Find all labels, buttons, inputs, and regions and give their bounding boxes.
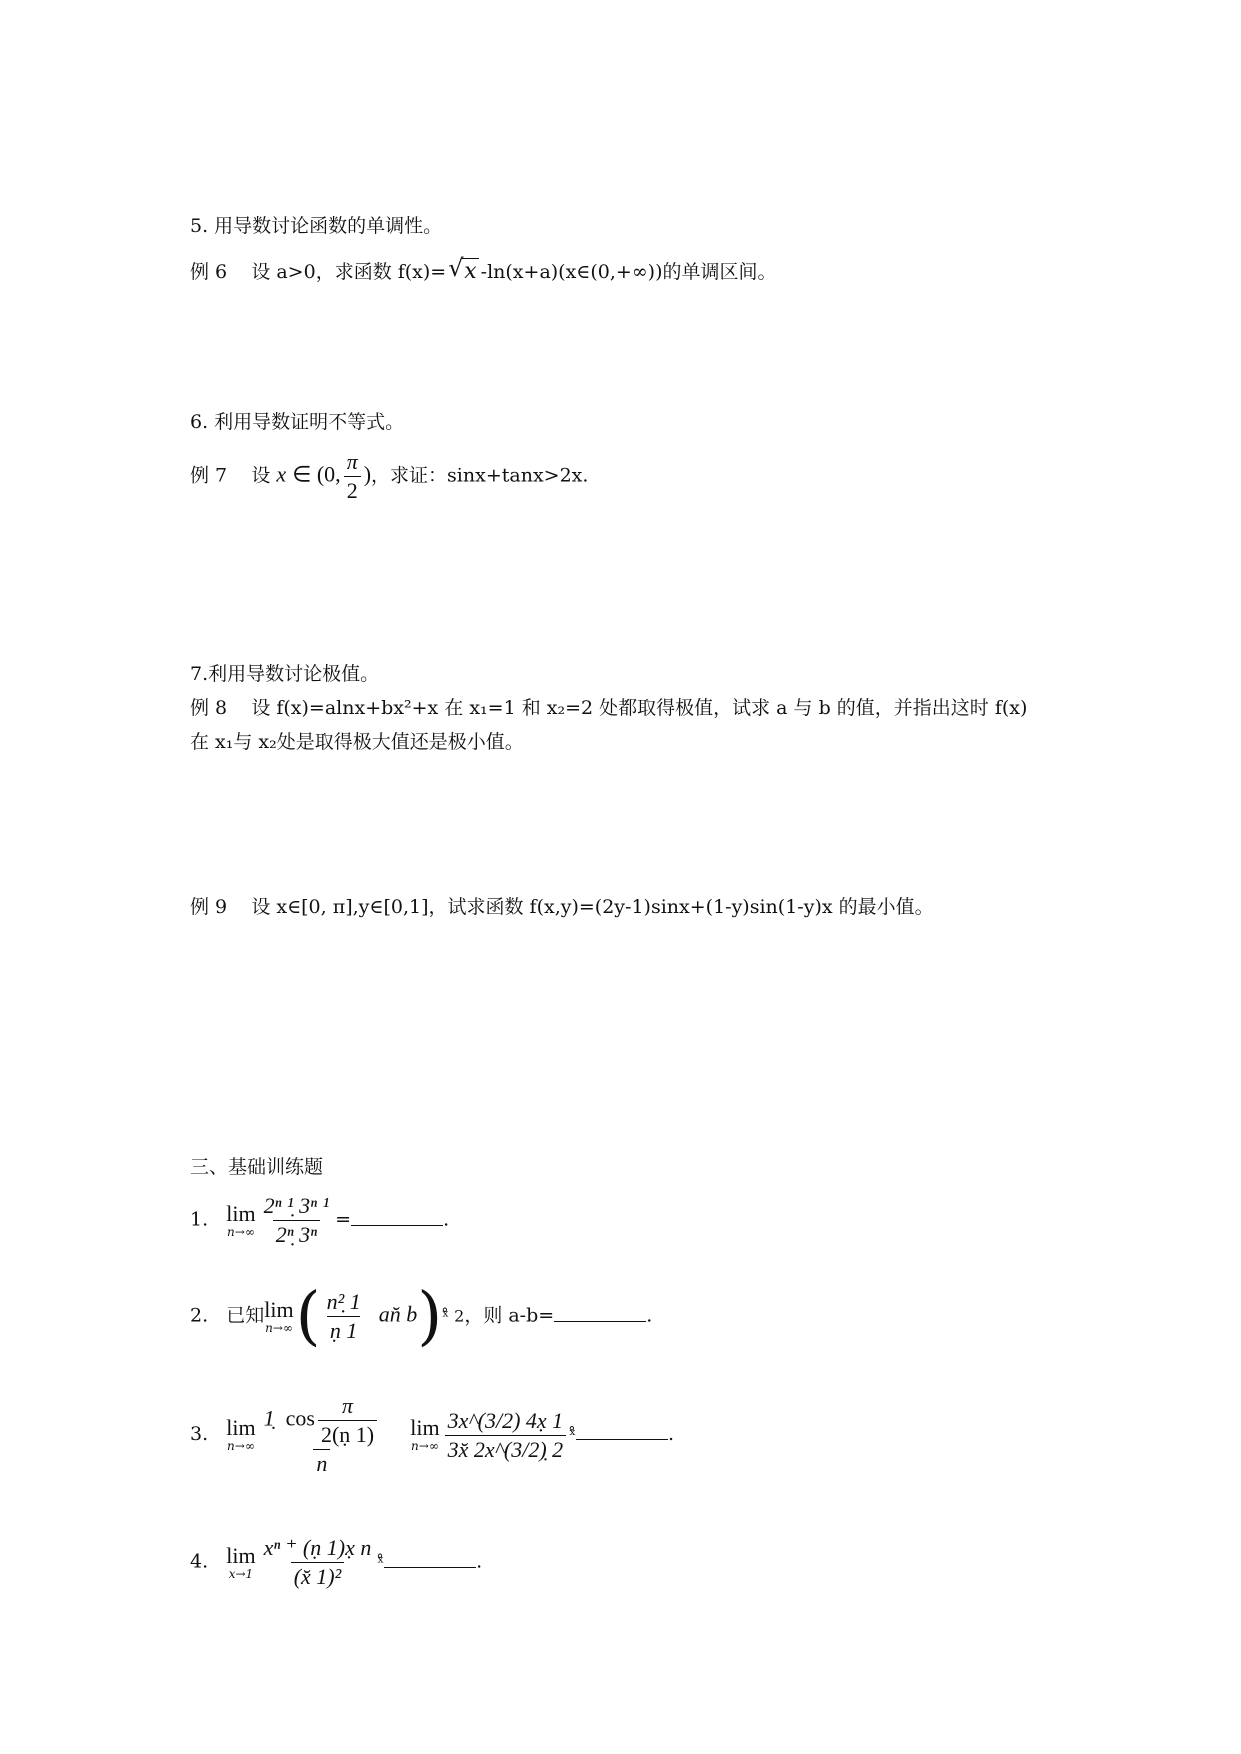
question-2-garbled-glyph: ˣ̊ 2 <box>442 1306 465 1326</box>
example-9-label: 例 9 <box>190 896 228 918</box>
right-paren-icon: ) <box>417 1279 443 1354</box>
question-2-pre: 已知 <box>226 1304 265 1327</box>
example-6 <box>190 254 777 286</box>
limit-operator: lim x→1 <box>226 1542 256 1581</box>
question-1-number: 1. <box>190 1208 209 1231</box>
example-9 <box>190 893 934 921</box>
example-8-line-1 <box>190 694 1027 722</box>
section-3-heading: 三、基础训练题 <box>190 1156 324 1178</box>
question-4 <box>190 1534 482 1591</box>
question-2-tail: ，则 a-b= <box>464 1304 555 1327</box>
limit-operator: lim n→∞ <box>410 1415 440 1453</box>
example-6-label: 例 6 <box>190 261 228 283</box>
question-2 <box>190 1279 653 1354</box>
question-2-end: . <box>646 1304 653 1327</box>
limit-operator: lim n→∞ <box>226 1415 256 1453</box>
question-3-fraction-2: $\frac{3x\^{}(3/2) 4x̣ 1}{3x̆ 2x\^{}(3/2)̣ 2}$ <box>445 1407 567 1464</box>
example-7-var: x <box>276 461 287 487</box>
question-2-number: 2. <box>190 1304 209 1327</box>
question-2-linear-term: an̆ b <box>378 1301 418 1327</box>
question-3-garbled-glyph: ˣ̊ <box>569 1425 576 1444</box>
example-6-text-pre: 设 a>0，求函数 f(x)= <box>251 261 447 283</box>
example-7 <box>190 448 588 505</box>
question-3 <box>190 1392 674 1478</box>
answer-blank[interactable] <box>384 1547 476 1568</box>
question-1-end: . <box>443 1208 450 1231</box>
answer-blank[interactable] <box>554 1301 646 1322</box>
limit-operator: lim n→∞ <box>226 1200 256 1239</box>
example-8-text-1: 设 f(x)=alnx+bx²+x 在 x₁=1 和 x₂=2 处都取得极值，试求 a 与 b 的值，并指出这时 f(x) <box>251 697 1028 719</box>
answer-blank[interactable] <box>576 1419 668 1440</box>
section-5-heading: 5. 用导数讨论函数的单调性。 <box>190 215 443 237</box>
answer-blank[interactable] <box>351 1205 443 1226</box>
example-7-label: 例 7 <box>190 464 228 487</box>
question-1-equals: = <box>335 1208 352 1231</box>
sqrt-x: √ x <box>448 254 477 284</box>
limit-operator: lim n→∞ <box>264 1296 294 1335</box>
example-7-text-post: ，求证：sinx+tanx>2x. <box>371 464 589 487</box>
example-8-label: 例 8 <box>190 697 228 719</box>
section-7-heading: 7.利用导数讨论极值。 <box>190 663 380 685</box>
example-7-text-pre: 设 <box>251 464 271 487</box>
section-6-heading: 6. 利用导数证明不等式。 <box>190 411 405 433</box>
example-7-interval-open: ∈ (0, <box>292 461 341 487</box>
left-paren-icon: ( <box>295 1279 321 1354</box>
question-1 <box>190 1192 449 1249</box>
example-9-text: 设 x∈[0, π],y∈[0,1]，试求函数 f(x,y)=(2y-1)sinx+(1-y)sin(1-y)x 的最小值。 <box>251 896 934 918</box>
question-4-end: . <box>476 1550 483 1573</box>
question-4-fraction: $\frac{\text{xⁿ ⁺ (ṇ 1)x̣ n}}{\text{(x̆ 1)²}}$ <box>263 1535 372 1589</box>
question-1-fraction: $\frac{\text{2ⁿ ¹̣ 3ⁿ ¹}}{\text{2ⁿ̣ 3ⁿ}}$ <box>263 1193 330 1247</box>
question-3-end: . <box>667 1423 675 1445</box>
question-4-garbled-glyph: ˣ̊ <box>377 1552 385 1572</box>
question-3-fraction-1: 1̣ cos $\frac{\pi}{\text{2(ṇ 1)}}$ n <box>261 1392 383 1478</box>
pi-over-2-fraction: $\frac{\pi}{2}$ <box>344 448 361 505</box>
question-2-fraction: $\frac{\text{n²̣ 1}}{\text{ṇ 1}}$ <box>326 1289 361 1343</box>
example-8-line-2: 在 x₁与 x₂处是取得极大值还是极小值。 <box>190 731 524 753</box>
example-7-interval-close: ) <box>363 461 372 487</box>
example-6-text-post: -ln(x+a)(x∈(0,+∞))的单调区间。 <box>480 261 777 283</box>
question-4-number: 4. <box>190 1550 209 1573</box>
question-3-number: 3. <box>190 1423 209 1445</box>
